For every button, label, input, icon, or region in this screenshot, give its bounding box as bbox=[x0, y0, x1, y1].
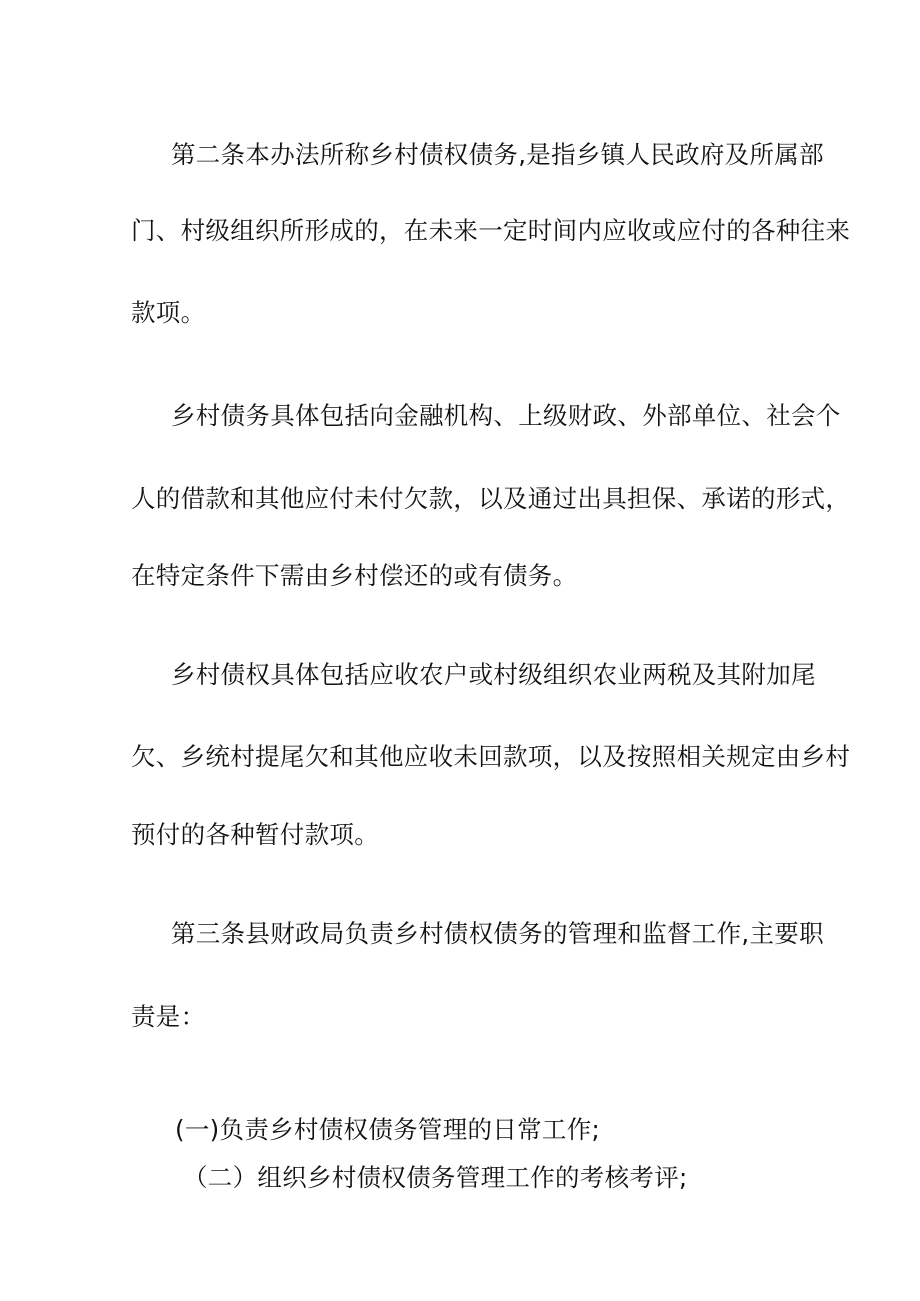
credit-paragraph-line-2: 欠、乡统村提尾欠和其他应收未回款项，以及按照相关规定由乡村 bbox=[131, 742, 851, 771]
article-3-line-2: 责是： bbox=[131, 1002, 206, 1031]
debt-paragraph-line-1: 乡村债务具体包括向金融机构、上级财政、外部单位、社会个 bbox=[171, 401, 841, 430]
duty-item-2: （二）组织乡村债权债务管理工作的考核考评; bbox=[183, 1163, 688, 1192]
article-2-line-2: 门、村级组织所形成的，在未来一定时间内应收或应付的各种往来 bbox=[131, 216, 851, 245]
debt-paragraph-line-3: 在特定条件下需由乡村偿还的或有债务。 bbox=[131, 561, 578, 590]
article-2-line-1: 第二条本办法所称乡村债权债务,是指乡镇人民政府及所属部 bbox=[171, 140, 824, 169]
credit-paragraph-line-3: 预付的各种暂付款项。 bbox=[131, 820, 379, 849]
credit-paragraph-line-1: 乡村债权具体包括应收农户或村级组织农业两税及其附加尾 bbox=[171, 660, 816, 689]
article-2-line-3: 款项。 bbox=[131, 298, 206, 327]
duty-item-1: (一)负责乡村债权债务管理的日常工作; bbox=[175, 1115, 601, 1144]
debt-paragraph-line-2: 人的借款和其他应付未付欠款，以及通过出具担保、承诺的形式， bbox=[131, 484, 851, 513]
article-3-line-1: 第三条县财政局负责乡村债权债务的管理和监督工作,主要职 bbox=[171, 919, 824, 948]
